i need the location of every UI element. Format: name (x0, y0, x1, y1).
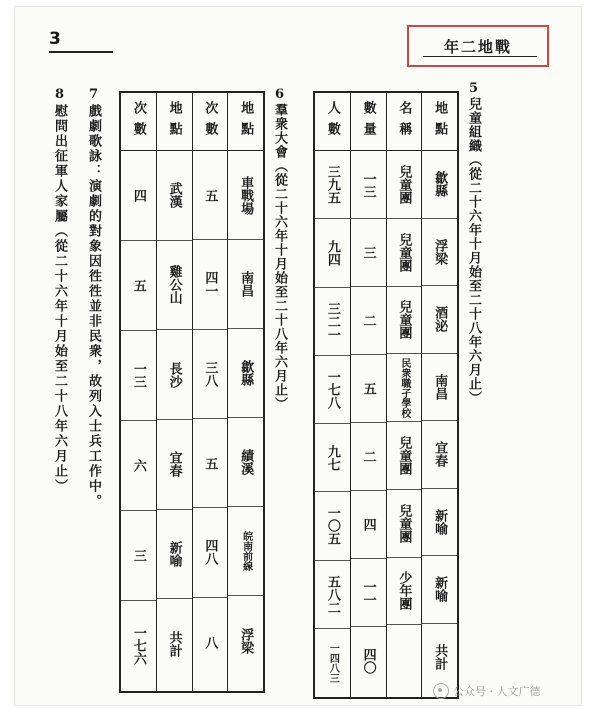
table-cell: 新喻 (422, 556, 457, 624)
section5-table (313, 91, 459, 699)
table-cell: 民衆職孑學校 (387, 354, 422, 422)
table-cell: 一四八三 (327, 642, 339, 683)
table-cell: 浮梁 (238, 627, 254, 654)
table-cell: 二 (351, 423, 386, 491)
table-cell: 九七 (315, 424, 350, 492)
table-cell: 三九五 (315, 151, 350, 219)
table-cell: 四一 (193, 240, 228, 329)
table-cell: 九四 (315, 219, 350, 287)
table-cell: 浮梁 (422, 219, 457, 287)
wechat-icon (433, 683, 449, 699)
section7-text: 7戲劇歌詠：演劇的對象因徃徃並非民衆，故列入士兵工作中。 (86, 87, 101, 509)
table-cell: 皖南前線 (228, 507, 263, 596)
table-cell: 新喻 (157, 510, 192, 600)
table-cell: 四 (351, 491, 386, 559)
table-header-cell: 名稱 (387, 93, 422, 151)
section6-heading: 6羣衆大會（從二十六年十月始至二十八年六月止） (272, 87, 287, 411)
table-cell: 兒童團 (387, 151, 422, 219)
table-header-cell: 數量 (351, 93, 386, 151)
table-cell: 宜春 (422, 421, 457, 489)
table-cell: 雞公山 (157, 241, 192, 331)
table-cell: 兒童團 (387, 422, 422, 490)
table-cell: 一〇五 (315, 492, 350, 560)
table-cell: 八 (202, 635, 218, 649)
table-header-cell: 人數 (315, 93, 350, 151)
header-badge (407, 25, 549, 67)
table-cell: 四〇 (360, 648, 376, 674)
s6-col-didian-1 (228, 92, 264, 692)
s5-col-shuliang (350, 92, 386, 698)
s6-col-didian-2 (156, 92, 192, 692)
table-cell: 歙縣 (422, 151, 457, 219)
s5-col-mingcheng (386, 92, 422, 698)
table-cell: 三二一 (315, 288, 350, 356)
table-cell: 五八二 (315, 561, 350, 629)
table-cell: 車戰場 (228, 151, 263, 240)
table-cell: 新喻 (422, 489, 457, 557)
table-cell: 五 (193, 151, 228, 240)
s5-col-didian (422, 92, 458, 698)
s6-col-cishu-1 (192, 92, 228, 692)
header-badge-rule (423, 56, 537, 57)
table-cell: 一七八 (315, 356, 350, 424)
page-number-rule (49, 51, 113, 53)
table-cell: 三八 (193, 330, 228, 419)
table-cell: 五 (193, 419, 228, 508)
section5-heading: 5兒童組織（從二十六年十月始至二十八年六月止） (466, 81, 481, 405)
table-cell: 四八 (193, 508, 228, 597)
table-cell: 長沙 (157, 330, 192, 420)
s5-col-renshu (314, 92, 350, 698)
s6-col-cishu-2 (120, 92, 156, 692)
table-cell: 宜春 (157, 420, 192, 510)
table-header-cell: 地點 (422, 93, 457, 151)
table-header-cell: 次數 (193, 93, 228, 151)
table-cell: 四 (121, 151, 156, 241)
section8-text: 8慰問出征軍人家屬（從二十六年十月始至二十八年六月止） (52, 87, 67, 494)
table-cell: 歙縣 (228, 329, 263, 418)
table-header-cell: 地點 (157, 93, 192, 151)
table-cell: 三 (351, 219, 386, 287)
table-cell: 五 (351, 355, 386, 423)
watermark (433, 683, 541, 699)
table-cell: 共計 (432, 644, 448, 671)
watermark-text: 公众号 · 人文广德 (453, 685, 541, 698)
table-cell: 兒童團 (387, 287, 422, 355)
table-cell: 兒童團 (387, 219, 422, 287)
table-cell: 一七六 (130, 626, 146, 666)
table-cell: 兒童團 (387, 490, 422, 558)
table-cell: 一三 (351, 151, 386, 219)
table-header-cell: 次數 (121, 93, 156, 151)
document-page (14, 6, 582, 706)
table-cell: 績溪 (228, 418, 263, 507)
table-cell: 二 (351, 287, 386, 355)
table-cell: 六 (121, 421, 156, 511)
table-cell: 南昌 (228, 240, 263, 329)
table-cell: 酒泌 (422, 286, 457, 354)
table-cell: 少年團 (387, 558, 422, 626)
table-header-cell: 地點 (228, 93, 263, 151)
page-number: 3 (49, 29, 61, 49)
table-cell: 三 (121, 511, 156, 601)
header-badge-text: 年二地戰 (443, 37, 512, 56)
table-cell: 一一 (351, 559, 386, 627)
table-cell: 五 (121, 241, 156, 331)
table-cell (387, 625, 422, 693)
section6-table (119, 91, 265, 693)
table-cell: 一三 (121, 331, 156, 421)
table-cell: 武漢 (157, 151, 192, 241)
table-cell: 共計 (166, 631, 182, 658)
table-cell: 南昌 (422, 354, 457, 422)
